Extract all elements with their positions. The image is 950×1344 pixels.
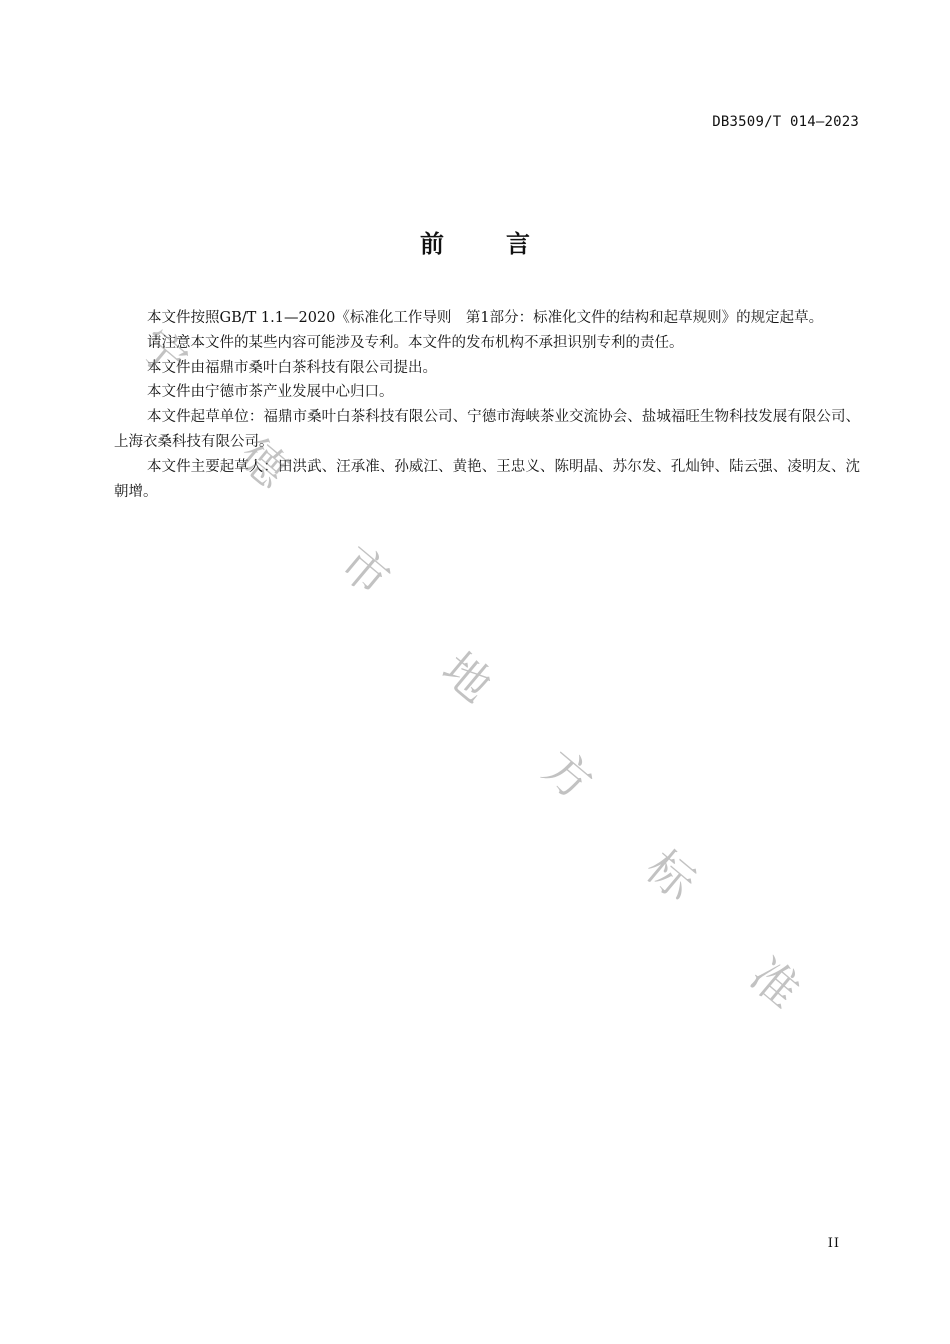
paragraph-proposer: 本文件由福鼎市桑叶白茶科技有限公司提出。 xyxy=(147,359,437,376)
watermark-char: 德 xyxy=(228,427,298,499)
preface-body xyxy=(114,306,860,504)
watermark-char: 宁 xyxy=(128,317,198,389)
paragraph-drafters: 本文件主要起草人：田洪武、汪承准、孙威江、黄艳、王忠义、陈明晶、苏尔发、孔灿钟、陆云强、凌明友、沈朝增。 xyxy=(114,458,860,500)
page-number: II xyxy=(827,1236,840,1251)
watermark-char: 地 xyxy=(432,641,502,713)
paragraph-centralized-unit: 本文件由宁德市茶产业发展中心归口。 xyxy=(147,384,394,401)
watermark-char: 准 xyxy=(740,947,810,1019)
watermark-char: 市 xyxy=(330,535,400,607)
paragraph-drafting-units: 本文件起草单位：福鼎市桑叶白茶科技有限公司、宁德市海峡茶业交流协会、盐城福旺生物科技发展有限公司、上海衣桑科技有限公司。 xyxy=(114,409,860,450)
watermark-char: 方 xyxy=(533,739,603,811)
paragraph-patent-notice: 请注意本文件的某些内容可能涉及专利。本文件的发布机构不承担识别专利的责任。 xyxy=(147,334,684,351)
paragraph-drafting-rules: 本文件按照GB/T 1.1—2020《标准化工作导则 第1部分：标准化文件的结构和起草规则》的规定起草。 xyxy=(147,310,824,326)
watermark-char: 标 xyxy=(636,839,706,911)
page-title: 前言 xyxy=(420,230,592,258)
document-code: DB3509/T 014—2023 xyxy=(712,114,859,130)
